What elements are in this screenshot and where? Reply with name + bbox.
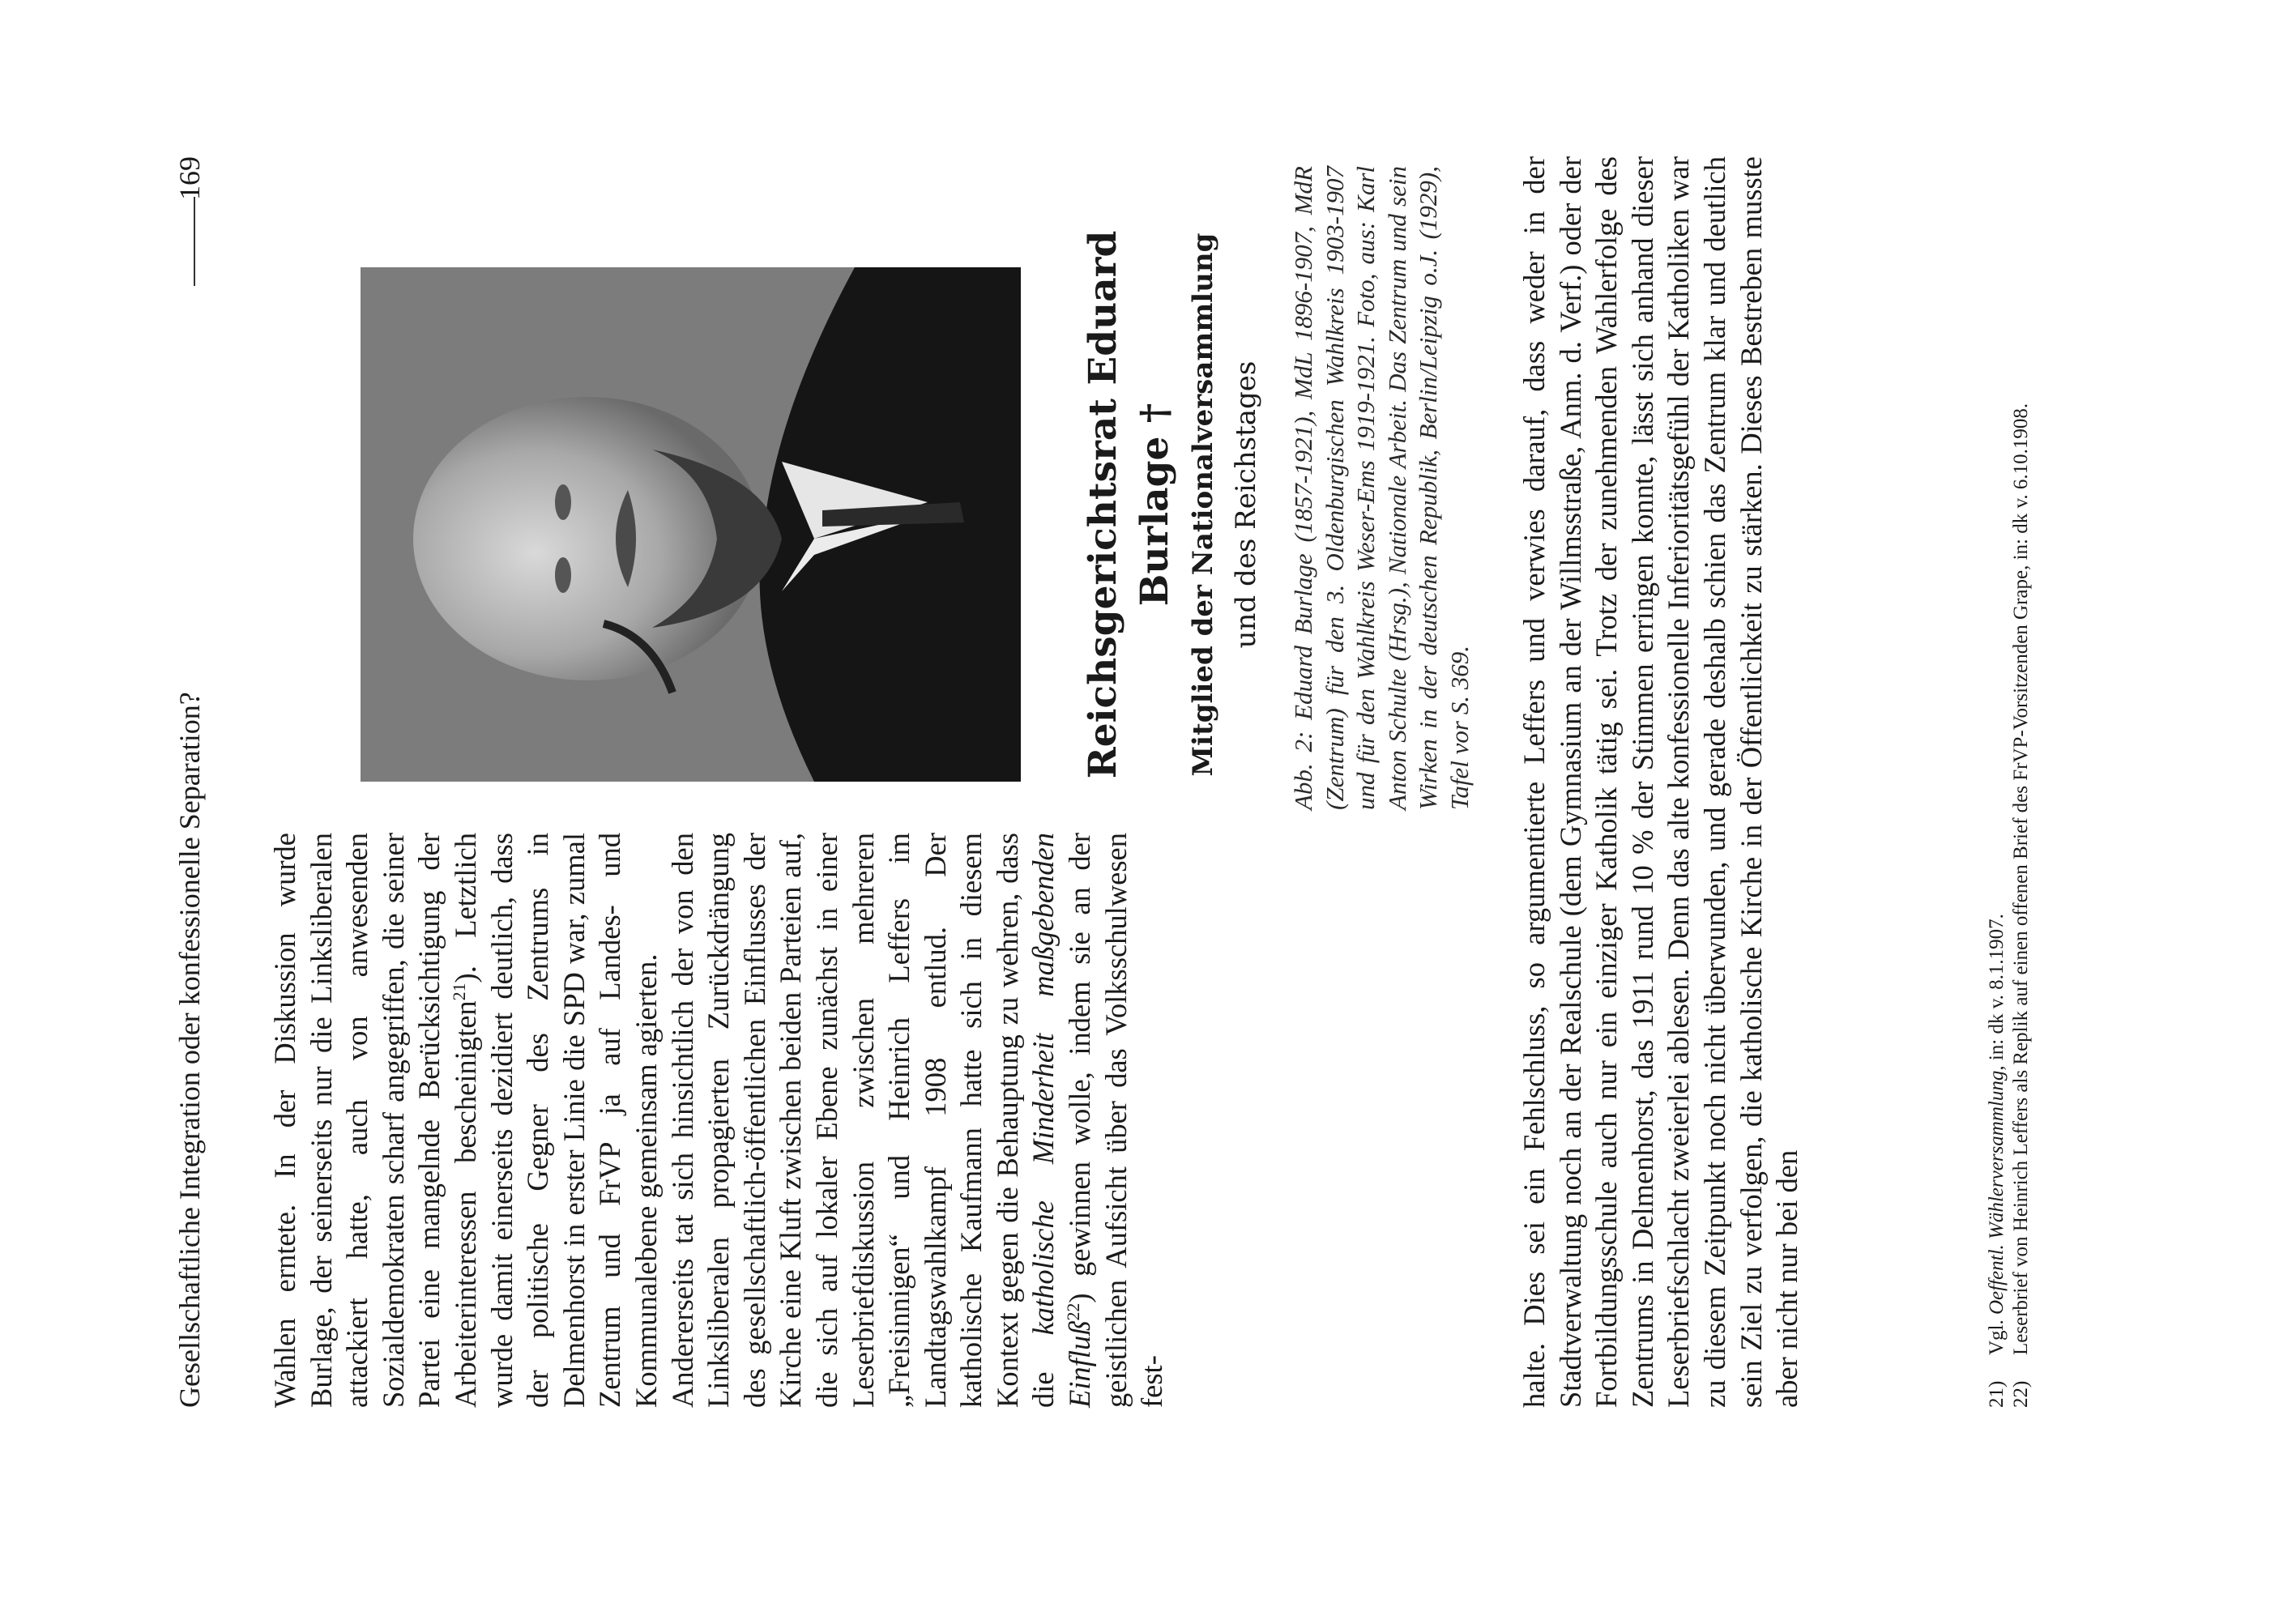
- inscription-line-3: und des Reichstages: [1230, 360, 1262, 649]
- portrait-photo: [361, 267, 1021, 782]
- page-number: 169: [173, 156, 206, 200]
- paragraph-3: halte. Dies sei ein Fehlschluss, so argumentierte Leffers und verwies darauf, dass weder in der Stadtverwaltung noch an der Realschule (dem Gymnasium an der Willmsstraße, Anm. d. Verf.) oder der Fortbildungsschule auch nur ein einziger Katholik tätig sei. Trotz der zunehmenden Wahlerfolge des Zentrums in Delmenhorst, das 1911 rund 10 % der Stimmen erringen konnte, lässt sich anhand dieser Leserbriefschlacht zweierlei ablesen. Denn das alte konfessionelle Inferioritätsgefühl der Katholiken war zu diesem Zeitpunkt noch nicht überwunden, und gerade deshalb schien das Zentrum klar und deutlich sein Ziel zu verfolgen, die katholische Kirche in der Öffentlichkeit zu stärken. Dieses Bestreben musste aber nicht nur bei den: [1517, 156, 1804, 1408]
- footnotes: [1985, 156, 2034, 1408]
- continuation-text: [1517, 156, 1806, 1408]
- running-title: Gesellschaftliche Integration oder konfessionelle Separation?: [173, 692, 206, 1408]
- left-column-text: [267, 833, 1171, 1408]
- portrait-photo-image: [361, 267, 1021, 782]
- footnote-21: 21) Vgl. Oeffentl. Wählerversammlung, in: dk v. 8.1.1907.: [1986, 914, 2008, 1408]
- running-head: [166, 156, 215, 1408]
- photo-inscription: [1078, 177, 1267, 833]
- figure-caption: Abb. 2: Eduard Burlage (1857-1921), MdL 1896-1907, MdR (Zentrum) für den 3. Oldenburgischen Wahlkreis 1903-1907 und für den Wahlkreis Weser-Ems 1919-1921. Foto, aus: Karl Anton Schulte (Hrsg.), Nationale Arbeit. Das Zentrum und sein Wirken in der deutschen Republik, Berlin/Leipzig o.J. (1929), Tafel vor S. 369.: [1289, 166, 1474, 810]
- paragraph-1: Wahlen erntete. In der Diskussion wurde Burlage, der seinerseits nur die Linksliberalen attackiert hatte, auch von anwesenden Sozialdemokraten scharf angegriffen, die seiner Partei eine mangelnde Berücksichtigung der Arbeiterinteressen bescheinigten$^{21}$). Letztlich wurde damit einerseits dezidiert deutlich, dass der politische Gegner des Zentrums in Delmenhorst in erster Linie die SPD war, zumal Zentrum und FrVP ja auf Landes- und Kommunalebene gemeinsam agierten.: [268, 833, 663, 1408]
- inscription-line-1: Reichsgerichtsrat Eduard Burlage †: [1081, 230, 1177, 779]
- footnote-ref-21: 21: [448, 983, 469, 1001]
- inscription-line-2: Mitglied der Nationalversammlung: [1187, 232, 1219, 777]
- header-rule: [194, 197, 195, 286]
- footnote-ref-22: 22: [1062, 1302, 1083, 1321]
- paragraph-2: Andererseits tat sich hinsichtlich der von den Linksliberalen propagierten Zurückdrängung des gesellschaftlich-öffentlichen Einflusses der Kirche eine Kluft zwischen beiden Parteien auf, die sich auf lokaler Ebene zunächst in einer Leserbriefdiskussion zwischen mehreren „Freisinnigen“ und Heinrich Leffers im Landtagswahlkampf 1908 entlud. Der katholische Kaufmann hatte sich in diesem Kontext gegen die Behauptung zu wehren, dass die katholische Minderheit maßgebenden Einfluß$^{22}$) gewinnen wolle, indem sie an der geistlichen Aufsicht über das Volksschulwesen fest-: [665, 833, 1169, 1408]
- footnote-22: 22) Leserbrief von Heinrich Leffers als Replik auf einen offenen Brief des FrVP-Vorsitzenden Grape, in: dk v. 6.10.1908.: [2010, 403, 2032, 1408]
